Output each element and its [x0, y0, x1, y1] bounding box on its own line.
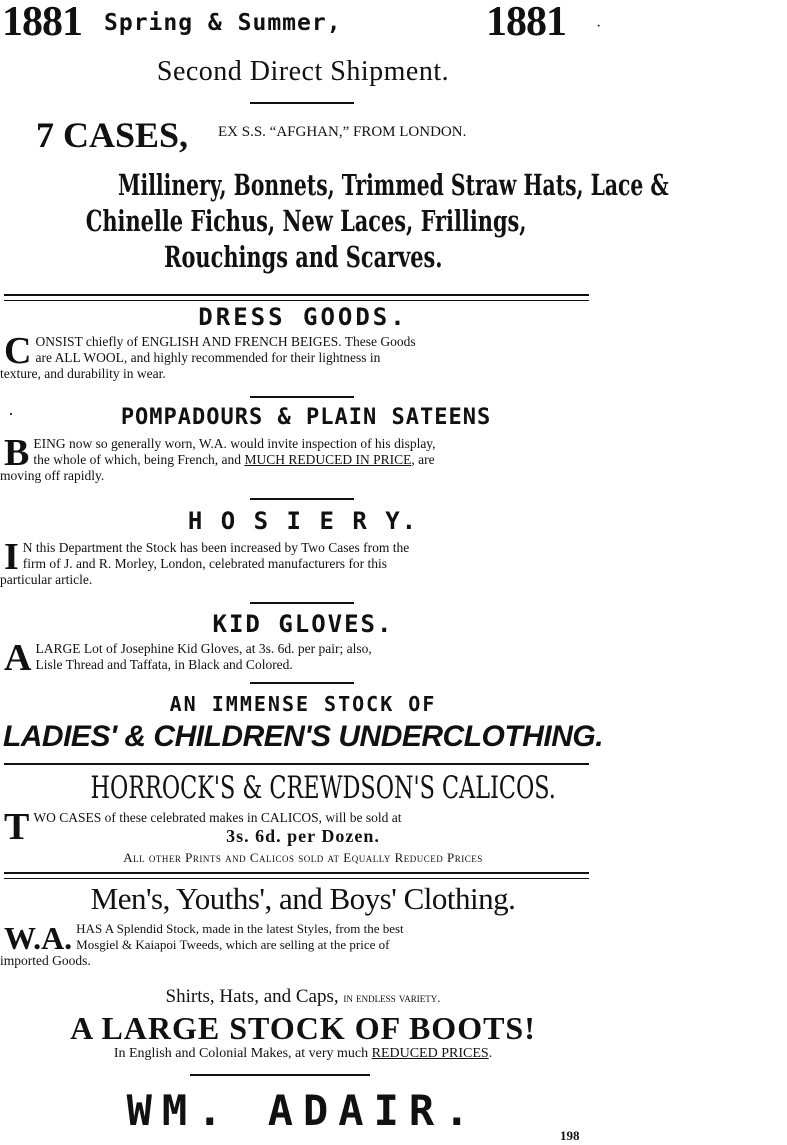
text-line: moving off rapidly. [0, 468, 105, 483]
year-right: 1881 [486, 0, 566, 45]
ship-name: EX S.S. “AFGHAN,” FROM LONDON. [218, 124, 467, 140]
text-line: are ALL WOOL, and highly recommended for their lightness in [35, 350, 381, 365]
immense-stock-heading: AN IMMENSE STOCK OF [169, 692, 437, 716]
boots-text: In English and Colonial Makes, at very much REDUCED PRICES. [113, 1046, 493, 1061]
divider [4, 872, 589, 879]
kid-gloves-text [4, 637, 584, 679]
text-line: imported Goods. [0, 953, 91, 968]
divider [4, 294, 589, 301]
text-line: texture, and durability in wear. [0, 366, 166, 381]
text-line: LARGE Lot of Josephine Kid Gloves, at 3s. 6d. per pair; also, [35, 641, 372, 656]
text-line: the whole of which, being French, and MUCH REDUCED IN PRICE, are [33, 452, 435, 467]
cases-line [0, 114, 606, 158]
header [0, 0, 606, 48]
shipment-title: Second Direct Shipment. [156, 56, 450, 87]
calicos-note: All other Prints and Calicos sold at Equally Reduced Prices [123, 850, 483, 865]
calicos-title: HORROCK'S & CREWDSON'S CALICOS. [90, 770, 556, 806]
millinery-block [0, 168, 669, 278]
millinery-line-3: Rouchings and Scarves. [163, 240, 443, 274]
boots-heading: A LARGE STOCK OF BOOTS! [70, 1010, 536, 1046]
text-line: Lisle Thread and Taffata, in Black and Colored. [35, 657, 293, 672]
text-line: N this Department the Stock has been increased by Two Cases from the [22, 540, 410, 555]
divider [190, 1074, 370, 1076]
calicos-price: 3s. 6d. per Dozen. [226, 826, 380, 846]
text-line: EING now so generally worn, W.A. would invite inspection of his display, [33, 436, 436, 451]
merchant-name: WM. ADAIR. [126, 1086, 480, 1135]
divider [4, 763, 589, 765]
text-line: ONSIST chiefly of ENGLISH AND FRENCH BEIGES. These Goods [35, 334, 416, 349]
dropcap: B [4, 432, 30, 474]
divider [250, 682, 354, 684]
text-line: firm of J. and R. Morley, London, celebrated manufacturers for this [22, 556, 388, 571]
divider [250, 396, 354, 398]
dropcap: W.A. [4, 920, 73, 956]
text-line: WO CASES of these celebrated makes in CALICOS, will be sold at [33, 810, 402, 825]
dress-goods-text [0, 330, 584, 382]
dropcap: C [4, 330, 32, 372]
divider [250, 498, 354, 500]
hosiery-heading: H O S I E R Y. [187, 507, 419, 535]
text-line: particular article. [0, 572, 93, 587]
clothing-heading: Men's, Youths', and Boys' Clothing. [90, 881, 516, 916]
text-line: HAS A Splendid Stock, made in the latest Styles, from the best [76, 921, 404, 936]
dropcap: I [4, 536, 19, 578]
text-line: Mosgiel & Kaiapoi Tweeds, which are selling at the price of [76, 937, 390, 952]
year-left: 1881 [2, 0, 82, 45]
dropcap: A [4, 637, 32, 679]
kid-gloves-heading: KID GLOVES. [212, 610, 394, 638]
calicos-heading [0, 770, 606, 806]
divider [250, 102, 354, 104]
divider [250, 602, 354, 604]
dress-goods-heading: DRESS GOODS. [198, 303, 408, 331]
bullet: · [8, 404, 14, 424]
cases-count: 7 CASES, [36, 115, 189, 155]
millinery-line-1: Millinery, Bonnets, Trimmed Straw Hats, Lace & [118, 168, 669, 202]
pompadours-heading: POMPADOURS & PLAIN SATEENS [120, 405, 492, 430]
stray-mark: · [596, 18, 602, 35]
page-number: 198 [560, 1128, 580, 1143]
millinery-line-2: Chinelle Fichus, New Laces, Frillings, [85, 204, 527, 238]
underclothing-heading: LADIES' & CHILDREN'S UNDERCLOTHING. [2, 720, 604, 753]
shirts-line: Shirts, Hats, and Caps, in endless variety. [165, 986, 441, 1007]
dropcap: T [4, 806, 30, 848]
hosiery-text [0, 536, 584, 588]
season-title: Spring & Summer, [104, 10, 342, 36]
clothing-text [0, 920, 584, 969]
pompadours-text [0, 432, 584, 484]
